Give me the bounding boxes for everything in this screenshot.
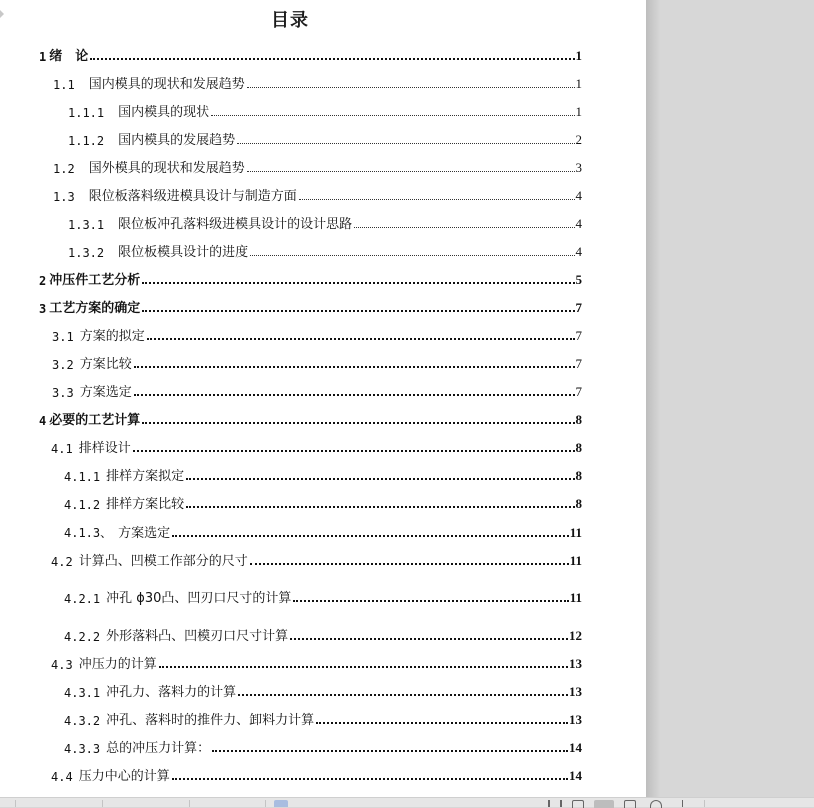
toc-page-number: 1	[575, 76, 582, 91]
toc-entry-label: 冲孔 ϕ30凸、凹刃口尺寸的计算	[106, 591, 292, 606]
toc-entry-number: 1.3	[53, 190, 75, 204]
toc-dot-leader	[290, 638, 568, 640]
toc-dot-leader	[133, 450, 575, 452]
toc-dot-leader	[90, 58, 574, 60]
toc-page-number: 8	[575, 468, 582, 483]
toc-entry-number: 1.1.1	[68, 106, 105, 120]
toc-dot-leader	[247, 171, 575, 172]
toc-dot-leader	[211, 115, 574, 116]
toc-entry-label: 外形落料凸、凹模刃口尺寸计算	[106, 629, 289, 644]
toc-entry-number: 1.3.1	[68, 218, 105, 232]
toc-page-number: 14	[569, 768, 582, 783]
toc-entry-label: 排样方案拟定	[106, 469, 185, 484]
web-view-icon[interactable]	[650, 800, 662, 808]
toc-dot-leader	[186, 506, 574, 508]
toc-dot-leader	[142, 422, 574, 424]
toc-page-number: 8	[575, 412, 582, 427]
toc-entry-label: 国内模具的现状	[118, 105, 210, 120]
toc-dot-leader	[247, 87, 575, 88]
toc-entry[interactable]	[51, 766, 582, 784]
toc-entry-number: 1	[39, 50, 47, 64]
toc-dot-leader	[299, 199, 575, 200]
toc-entry-number: 4.1.2	[64, 498, 101, 512]
toc-entry-number: 1.3.2	[68, 246, 105, 260]
toc-page-number: 8	[575, 440, 582, 455]
toc-entry-number: 4.1.3、	[64, 526, 113, 540]
toc-entry[interactable]	[39, 46, 582, 64]
toc-entry-number: 4.2	[51, 555, 73, 569]
toc-dot-leader	[142, 310, 574, 312]
toc-entry-number: 4	[39, 414, 47, 428]
toc-entry-label: 限位板冲孔落料级进模具设计的设计思路	[118, 217, 353, 232]
toc-page-number: 3	[575, 160, 582, 175]
toc-dot-leader	[250, 563, 569, 565]
toc-page-number: 13	[569, 684, 582, 699]
toc-entry-label: 排样设计	[78, 441, 131, 456]
toc-entry-number: 1.1	[53, 78, 75, 92]
toc-entry-number: 1.1.2	[68, 134, 105, 148]
toc-entry-label: 绪 论	[49, 49, 89, 64]
toc-entry[interactable]	[68, 214, 582, 232]
toc-entry[interactable]	[64, 466, 582, 484]
toc-entry[interactable]	[53, 186, 582, 204]
toc-page-number: 1	[575, 104, 582, 119]
toc-page-number: 7	[575, 300, 582, 315]
toc-entry-number: 4.3.3	[64, 742, 101, 756]
toc-entry-label: 压力中心的计算	[78, 769, 170, 784]
toc-dot-leader	[316, 722, 568, 724]
toc-entry-number: 3.1	[52, 330, 74, 344]
toc-entry-label: 计算凸、凹模工作部分的尺寸	[78, 554, 248, 569]
toc-entry[interactable]	[53, 158, 582, 176]
toc-entry-number: 3.3	[52, 386, 74, 400]
toc-entry[interactable]	[64, 710, 582, 728]
toc-entry[interactable]	[68, 242, 582, 260]
toc-page-number: 13	[569, 656, 582, 671]
toc-entry[interactable]	[52, 382, 582, 400]
toc-dot-leader	[172, 778, 568, 780]
toc-entry-number: 4.4	[51, 770, 73, 784]
toc-page-number: 11	[569, 553, 582, 568]
toc-dot-leader	[238, 694, 568, 696]
toc-entry-label: 排样方案比较	[106, 497, 185, 512]
toc-entry[interactable]	[39, 410, 582, 428]
toc-entry-number: 4.1	[51, 442, 73, 456]
toc-entry-number: 4.3.1	[64, 686, 101, 700]
toc-entry-label: 方案比较	[79, 357, 132, 372]
toc-title: 目录	[271, 10, 309, 31]
toc-dot-leader	[142, 282, 574, 284]
toc-dot-leader	[134, 394, 575, 396]
toc-page-number: 14	[569, 740, 582, 755]
toc-entry-number: 3.2	[52, 358, 74, 372]
toc-entry-label: 国内模具的现状和发展趋势	[88, 77, 245, 92]
toc-entry-number: 4.3	[51, 658, 73, 672]
toc-entry-number: 3	[39, 302, 47, 316]
toc-page-number: 4	[575, 244, 582, 259]
toc-entry-label: 方案选定	[118, 526, 171, 541]
toc-page-number: 1	[575, 48, 582, 63]
toc-page-number: 4	[575, 216, 582, 231]
toc-entry-label: 限位板落料级进模具设计与制造方面	[88, 189, 297, 204]
toc-dot-leader	[134, 366, 575, 368]
toc-page-number: 13	[569, 712, 582, 727]
toc-page-number: 11	[569, 590, 582, 605]
toc-entry-number: 4.2.1	[64, 592, 101, 606]
toc-page-number: 7	[575, 356, 582, 371]
toc-dot-leader	[237, 143, 574, 144]
toc-entry[interactable]	[68, 130, 582, 148]
toc-entry[interactable]	[53, 74, 582, 92]
toc-entry[interactable]	[51, 551, 582, 569]
toc-entry-label: 冲压力的计算	[78, 657, 157, 672]
toc-page-number: 11	[569, 525, 582, 540]
toc-entry-number: 4.2.2	[64, 630, 101, 644]
toc-page-number: 4	[575, 188, 582, 203]
toc-entry-label: 总的冲压力计算：	[106, 741, 211, 756]
toc-entry-label: 国外模具的现状和发展趋势	[88, 161, 245, 176]
toc-entry-label: 冲孔、落料时的推件力、卸料力计算	[106, 713, 315, 728]
toc-entry-label: 方案选定	[79, 385, 132, 400]
toc-entry[interactable]	[64, 626, 582, 644]
toc-dot-leader	[212, 750, 568, 752]
toc-entry[interactable]	[64, 588, 582, 606]
toc-entry[interactable]	[51, 654, 582, 672]
toc-entry-number: 4.3.2	[64, 714, 101, 728]
toc-dot-leader	[147, 338, 575, 340]
toc-entry[interactable]	[52, 326, 582, 344]
toc-entry-label: 国内模具的发展趋势	[118, 133, 236, 148]
toc-entry-label: 方案的拟定	[79, 329, 145, 344]
toc-entry[interactable]	[64, 682, 582, 700]
toc-dot-leader	[250, 255, 574, 256]
toc-entry-label: 必要的工艺计算	[49, 413, 141, 428]
toc-entry-number: 4.1.1	[64, 470, 101, 484]
toc-page-number: 7	[575, 328, 582, 343]
toc-dot-leader	[172, 535, 569, 537]
toc-entry[interactable]	[64, 494, 582, 512]
page-shadow	[646, 0, 660, 797]
toc-entry[interactable]	[39, 270, 582, 288]
toc-entry[interactable]	[68, 102, 582, 120]
toc-page-number: 7	[575, 384, 582, 399]
toc-entry[interactable]	[64, 523, 582, 541]
toc-page-number: 12	[569, 628, 582, 643]
toc-dot-leader	[293, 600, 568, 602]
toc-entry-label: 工艺方案的确定	[49, 301, 141, 316]
web-layout-view-icon[interactable]	[572, 800, 584, 808]
toc-entry[interactable]	[52, 354, 582, 372]
toc-entry[interactable]	[64, 738, 582, 756]
toc-entry-label: 冲压件工艺分析	[49, 273, 141, 288]
toc-page-number: 5	[575, 272, 582, 287]
toc-dot-leader	[159, 666, 568, 668]
print-layout-view-icon[interactable]	[594, 800, 614, 808]
toc-page-number: 8	[575, 496, 582, 511]
toc-entry-number: 1.2	[53, 162, 75, 176]
toc-page-number: 2	[575, 132, 582, 147]
toc-entry-number: 2	[39, 274, 47, 288]
toc-entry-label: 冲孔力、落料力的计算	[106, 685, 237, 700]
toc-dot-leader	[354, 227, 574, 228]
toc-entry-label: 限位板模具设计的进度	[118, 245, 249, 260]
toc-dot-leader	[186, 478, 574, 480]
outline-view-icon[interactable]	[624, 800, 636, 808]
toc-entry[interactable]	[39, 298, 582, 316]
toc-entry[interactable]	[51, 438, 582, 456]
